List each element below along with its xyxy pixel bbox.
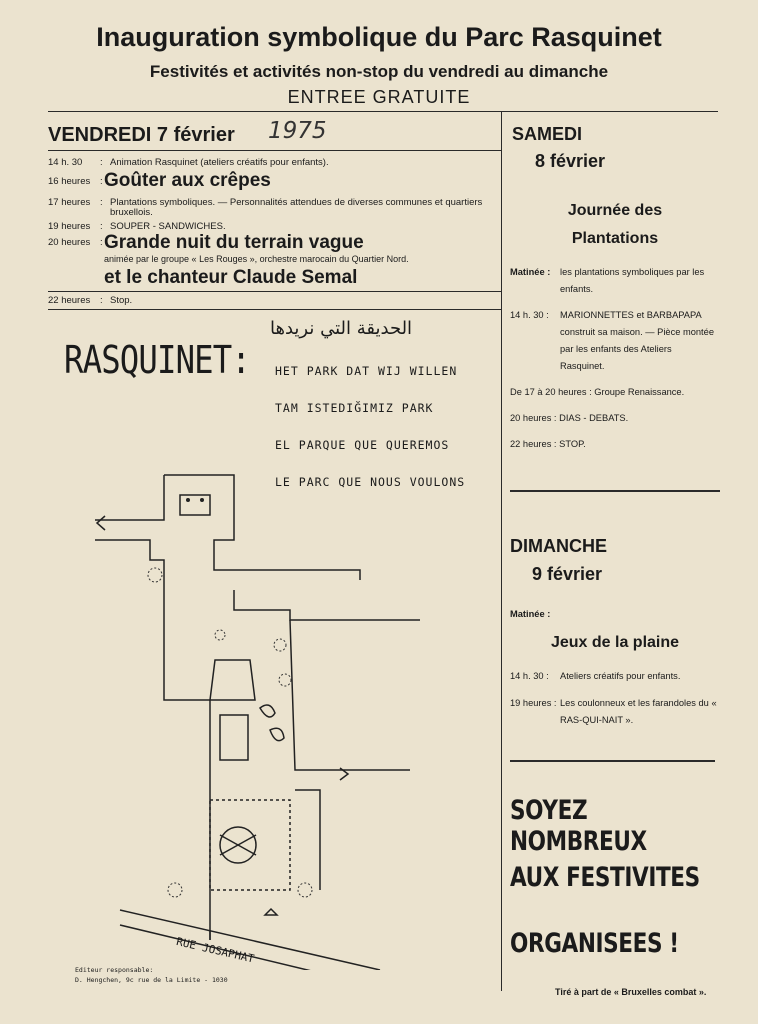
list-item: 14 h. 30 : Animation Rasquinet (ateliers créatifs pour enfants).	[48, 157, 329, 168]
dimanche-date: 9 février	[532, 564, 603, 584]
entree-gratuite: ENTREE GRATUITE	[287, 87, 471, 107]
gouter-label: Goûter aux crêpes	[104, 170, 271, 191]
list-item: 14 h. 30 : MARIONNETTES et BARBAPAPA construit sa maison. — Pièce montée par les enfants des Ateliers Rasquinet.	[510, 310, 714, 371]
list-item: 17 heures : Plantations symboliques. — Personnalités attendues de diverses communes et quartiers	[48, 197, 483, 208]
list-item: De 17 à 20 heures : Groupe Renaissance.	[510, 387, 685, 397]
rasquinet-logo: RASQUINET:	[64, 338, 250, 382]
samedi-theme-2: Plantations	[571, 230, 659, 247]
list-item: 20 heures :	[48, 237, 103, 248]
grande-nuit-label: Grande nuit du terrain vague	[104, 232, 364, 253]
samedi-date: 8 février	[535, 151, 606, 171]
header-divider	[48, 111, 718, 112]
poster-line-2: AUX FESTIVITES	[510, 862, 700, 893]
dimanche-divider	[510, 760, 715, 762]
dimanche-theme: Jeux de la plaine	[550, 634, 680, 651]
street-label: RUE JOSAPHAT	[175, 935, 256, 966]
park-map	[80, 470, 480, 970]
anime-label: animée par le groupe « Les Rouges », orchestre marocain du Quartier Nord.	[104, 254, 409, 264]
dimanche-heading: DIMANCHE	[510, 536, 607, 556]
page-title: Inauguration symbolique du Parc Rasquinet	[96, 22, 662, 52]
list-item: 19 heures : SOUPER - SANDWICHES.	[48, 221, 226, 232]
page-subtitle: Festivités et activités non-stop du vendredi au dimanche	[149, 62, 609, 81]
dimanche-matinee: Matinée :	[510, 609, 551, 619]
handwritten-year: 1975	[268, 118, 327, 144]
credit-line: Tiré à part de « Bruxelles combat ».	[555, 987, 707, 997]
list-item: Matinée : les plantations symboliques par les enfants.	[510, 267, 705, 294]
list-item: 22 heures : STOP.	[510, 439, 586, 449]
slogan-tr: TAM ISTEDIĞIMIZ PARK	[275, 401, 434, 415]
column-divider	[501, 111, 502, 991]
samedi-theme-1: Journée des	[567, 202, 663, 219]
vendredi-divider-2	[48, 291, 501, 292]
slogan-nl: HET PARK DAT WIJ WILLEN	[275, 364, 458, 378]
list-item: 20 heures : DIAS - DEBATS.	[510, 413, 629, 423]
samedi-heading: SAMEDI	[512, 124, 583, 144]
arabic-slogan: الحديقة التي نريدها	[270, 318, 413, 339]
vendredi-heading: VENDREDI 7 février	[48, 124, 235, 146]
vendredi-divider	[48, 150, 501, 151]
list-item: 14 h. 30 : Ateliers créatifs pour enfants.	[510, 671, 681, 681]
list-item: 16 heures :	[48, 176, 103, 187]
list-item: 22 heures : Stop.	[48, 295, 133, 306]
poster-line-3: ORGANISEES !	[510, 928, 679, 959]
editor-responsable: Editeur responsable: D. Hengchen, 9c rue de la Limite - 1030	[75, 966, 228, 984]
list-item: 19 heures : Les coulonneux et les farandoles du « RAS-QUI-NAIT ».	[510, 698, 717, 725]
slogan-fr: LE PARC QUE NOUS VOULONS	[275, 475, 466, 489]
chanteur-label: et le chanteur Claude Semal	[104, 267, 358, 288]
vendredi-divider-3	[48, 309, 501, 310]
slogan-es: EL PARQUE QUE QUEREMOS	[275, 438, 450, 452]
poster-line-1: SOYEZ NOMBREUX	[510, 795, 647, 857]
samedi-divider	[510, 490, 720, 492]
list-item: bruxellois.	[110, 207, 153, 218]
